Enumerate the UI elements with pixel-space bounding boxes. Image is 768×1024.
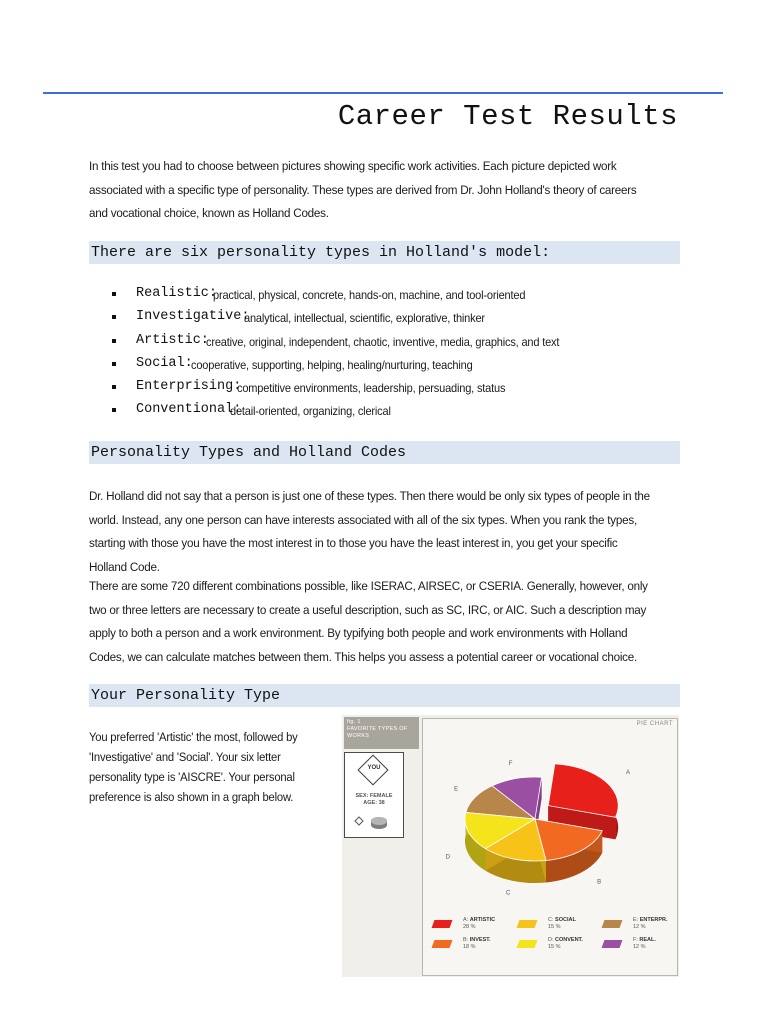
section-heading-six-types: There are six personality types in Holland's model: — [91, 244, 551, 261]
legend-entry — [548, 937, 583, 951]
slice-letter-label: D — [445, 854, 450, 861]
type-term: Enterprising: — [136, 379, 242, 395]
section-heading-holland-codes: Personality Types and Holland Codes — [91, 444, 407, 461]
pie-panel — [422, 718, 678, 976]
legend-swatch — [517, 940, 538, 948]
legend-prefix: A: — [463, 917, 470, 923]
age-line: AGE: 38 — [363, 800, 385, 806]
type-term: Social: — [136, 355, 193, 371]
codes-paragraph-2: There are some 720 different combinations possible, like ISERAC, AIRSEC, or CSERIA. Generally, however, only two or three letters are necessary to create a useful description, such as SC, IRC, or AIC. Such a description may apply to both a person and a work environment. By typifying both people and work environments with Holland Codes, we can calculate matches between them. This helps you assess a potential career or vocational choice. — [89, 579, 648, 664]
legend-value: 12 % — [633, 944, 646, 950]
profile-info — [345, 793, 403, 807]
legend-category: ENTERPR. — [639, 917, 668, 923]
legend-swatch — [517, 920, 538, 928]
type-desc: practical, physical, concrete, hands-on, machine, and tool-oriented — [213, 288, 526, 302]
type-desc: analytical, intellectual, scientific, explorative, thinker — [244, 311, 485, 326]
legend-prefix: E: — [633, 917, 640, 923]
legend-value: 12 % — [633, 924, 646, 930]
pie-chart — [423, 719, 677, 897]
legend-value: 15 % — [548, 944, 561, 950]
section-band-six-types — [89, 241, 680, 264]
legend-prefix: C: — [548, 917, 556, 923]
type-term: Investigative: — [136, 309, 250, 325]
legend-prefix: D: — [548, 937, 556, 943]
type-desc: detail-oriented, organizing, clerical — [230, 404, 391, 419]
you-label: YOU — [367, 765, 381, 771]
type-term: Artistic: — [136, 332, 209, 348]
intro-paragraph: In this test you had to choose between pictures showing specific work activities. Each picture depicted work associated with a specific type of personality. These types are derived from Dr. John Holland's theory of careers and vocational choice, known as Holland Codes. — [89, 159, 637, 220]
legend-entry — [548, 917, 576, 931]
legend-category: ARTISTIC — [469, 917, 496, 923]
section-heading-your-type: Your Personality Type — [91, 687, 281, 704]
legend-category: CONVENT. — [555, 937, 583, 943]
legend-entry — [463, 937, 491, 951]
codes-paragraph-1: Dr. Holland did not say that a person is just one of these types. Then there would be only six types of people in the world. Instead, any one person can have interests associated with all of the six types. When you rank the types, starting with those you have the most interest in to those you have the least interest in, you get your specific Holland Code. — [89, 489, 650, 574]
figure-tag — [344, 717, 419, 749]
legend-entry — [633, 937, 656, 951]
slice-letter-label: F — [508, 760, 513, 767]
pie-panel-title: PIE CHART — [636, 721, 673, 727]
legend-value: 28 % — [463, 924, 476, 930]
slice-letter-label: A — [625, 769, 630, 776]
legend-prefix: F: — [633, 937, 640, 943]
type-desc: creative, original, independent, chaotic, inventive, media, graphics, and text — [206, 334, 560, 349]
legend-category: SOCIAL — [555, 917, 576, 923]
section-band-holland-codes — [89, 441, 680, 464]
type-term: Realistic: — [136, 286, 218, 301]
bullet-icon — [112, 362, 116, 366]
type-desc: cooperative, supporting, helping, healing/nurturing, teaching — [191, 357, 473, 372]
bullet-icon — [112, 315, 116, 319]
slice-letter-label: E — [454, 786, 459, 793]
slice-letter-label: B — [597, 879, 602, 886]
legend-category: INVEST. — [469, 937, 491, 943]
bullet-icon — [112, 408, 116, 412]
type-term: Conventional: — [136, 402, 242, 418]
figure-tag-number: fig. 1 — [347, 719, 361, 725]
profile-card — [344, 752, 404, 838]
legend-swatch — [432, 920, 453, 928]
legend-entry — [463, 917, 495, 931]
bullet-icon — [112, 385, 116, 389]
legend-entry — [633, 917, 668, 931]
legend-swatch — [602, 920, 623, 928]
section-band-your-type — [89, 684, 680, 707]
slice-letter-label: C — [505, 890, 511, 897]
chart-figure — [342, 715, 679, 977]
figure-tag-title: FAVORITE TYPES OF — [347, 726, 408, 732]
bullet-icon — [112, 292, 116, 296]
page-title: Career Test Results — [337, 100, 678, 133]
sex-line: SEX: FEMALE — [355, 793, 393, 799]
type-desc: competitive environments, leadership, persuading, status — [237, 381, 506, 396]
legend-category: REAL. — [639, 937, 656, 943]
legend-value: 15 % — [548, 924, 561, 930]
legend-prefix: B: — [463, 937, 470, 943]
legend-swatch — [432, 940, 453, 948]
figure-tag-title-2: WORKS — [347, 733, 370, 739]
legend-swatch — [602, 940, 623, 948]
bullet-icon — [112, 339, 116, 343]
header-rule — [43, 92, 723, 94]
legend-value: 18 % — [463, 944, 476, 950]
your-type-paragraph: You preferred 'Artistic' the most, followed by 'Investigative' and 'Social'. Your six letter personality type is 'AISCRE'. Your personal preference is also shown in a graph below. — [89, 730, 298, 804]
mini-pie-icon — [345, 811, 403, 835]
